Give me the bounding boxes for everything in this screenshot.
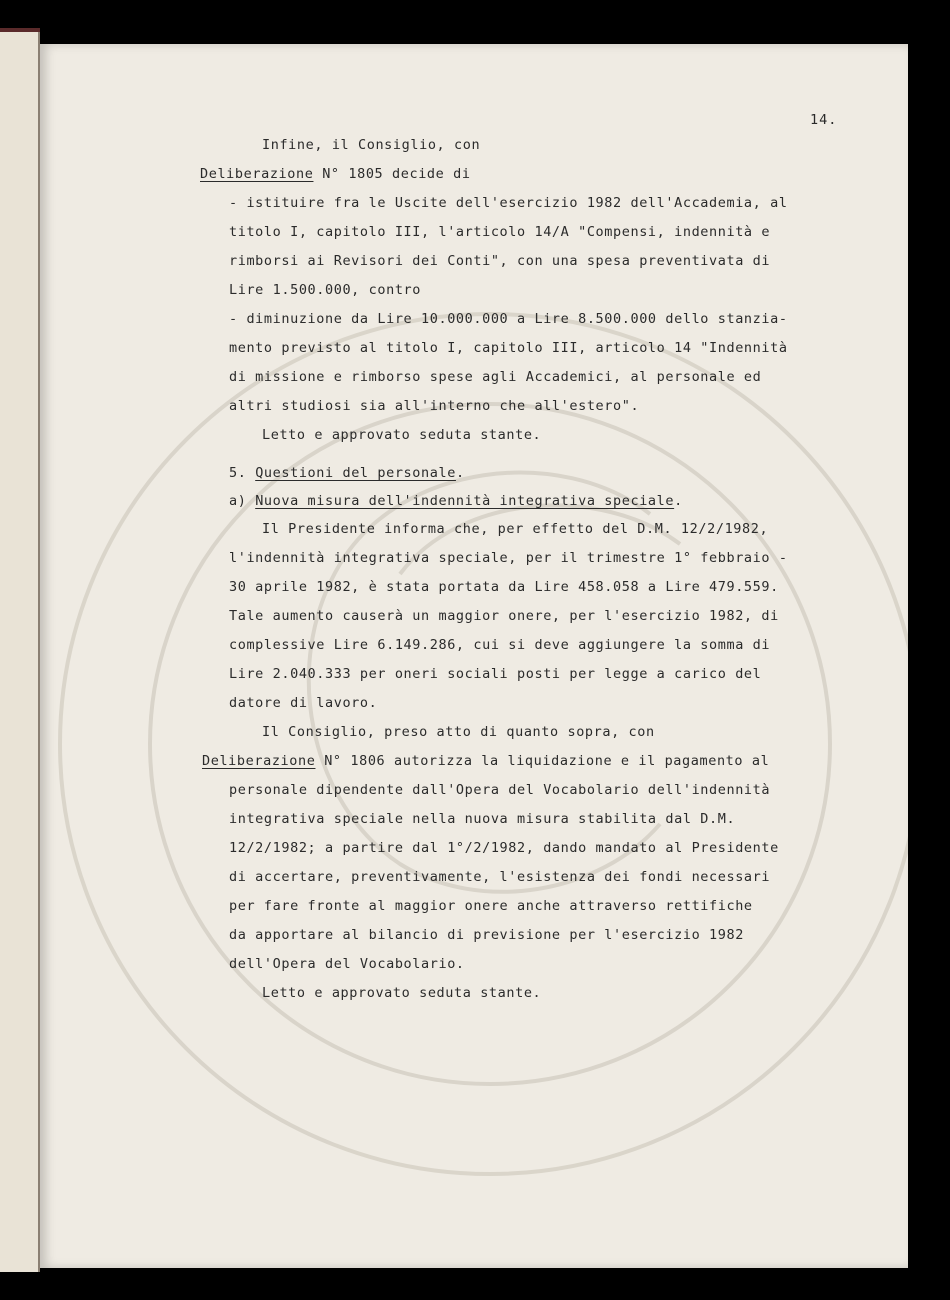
- paragraph-line: datore di lavoro.: [229, 695, 378, 711]
- page-number: 14.: [810, 112, 838, 128]
- deliberation-line: [202, 752, 769, 770]
- paragraph-line: dell'Opera del Vocabolario.: [229, 956, 465, 972]
- paragraph-line: 30 aprile 1982, è stata portata da Lire 458.058 a Lire 479.559.: [229, 579, 779, 595]
- paragraph-line: titolo I, capitolo III, l'articolo 14/A "Compensi, indennità e: [229, 224, 771, 240]
- paragraph-line: Infine, il Consiglio, con: [262, 137, 481, 153]
- section-heading: [229, 464, 465, 482]
- approval-line: Letto e approvato seduta stante.: [262, 427, 542, 443]
- document-body: [40, 44, 908, 1268]
- paragraph-line: rimborsi ai Revisori dei Conti", con una spesa preventivata di: [229, 253, 771, 269]
- subsection-title: Nuova misura dell'indennità integrativa speciale: [255, 493, 675, 509]
- paragraph-line: complessive Lire 6.149.286, cui si deve aggiungere la somma di: [229, 637, 771, 653]
- paragraph-line: di missione e rimborso spese agli Accademici, al personale ed: [229, 369, 762, 385]
- deliberation-text: N° 1806 autorizza la liquidazione e il pagamento al: [315, 753, 770, 769]
- approval-line: Letto e approvato seduta stante.: [262, 985, 542, 1001]
- subsection-dot: .: [674, 493, 683, 509]
- paragraph-line: da apportare al bilancio di previsione per l'esercizio 1982: [229, 927, 744, 943]
- document-page: [40, 44, 908, 1268]
- previous-page-edge: [0, 32, 40, 1272]
- section-dot: .: [455, 465, 465, 481]
- paragraph-line: - diminuzione da Lire 10.000.000 a Lire 8.500.000 dello stanzia-: [229, 311, 788, 327]
- paragraph-line: l'indennità integrativa speciale, per il trimestre 1° febbraio -: [229, 550, 788, 566]
- subsection-label: a): [229, 493, 256, 509]
- paragraph-line: Il Consiglio, preso atto di quanto sopra, con: [262, 724, 655, 740]
- paragraph-line: personale dipendente dall'Opera del Vocabolario dell'indennità: [229, 782, 771, 798]
- paragraph-line: integrativa speciale nella nuova misura stabilita dal D.M.: [229, 811, 736, 827]
- paragraph-line: per fare fronte al maggior onere anche attraverso rettifiche: [229, 898, 753, 914]
- paragraph-line: Il Presidente informa che, per effetto del D.M. 12/2/1982,: [262, 521, 769, 537]
- paragraph-line: - istituire fra le Uscite dell'esercizio 1982 dell'Accademia, al: [229, 195, 788, 211]
- deliberation-text: N° 1805 decide di: [313, 166, 471, 182]
- subsection-heading: [229, 492, 683, 510]
- paragraph-line: Tale aumento causerà un maggior onere, per l'esercizio 1982, di: [229, 608, 779, 624]
- deliberation-label: Deliberazione: [200, 166, 314, 182]
- section-title: Questioni del personale: [255, 465, 456, 481]
- paragraph-line: Lire 2.040.333 per oneri sociali posti per legge a carico del: [229, 666, 762, 682]
- deliberation-line: [200, 165, 471, 183]
- paragraph-line: altri studiosi sia all'interno che all'estero".: [229, 398, 640, 414]
- paragraph-line: di accertare, preventivamente, l'esistenza dei fondi necessari: [229, 869, 771, 885]
- paragraph-line: 12/2/1982; a partire dal 1°/2/1982, dando mandato al Presidente: [229, 840, 779, 856]
- paragraph-line: mento previsto al titolo I, capitolo III, articolo 14 "Indennità: [229, 340, 788, 356]
- paragraph-line: Lire 1.500.000, contro: [229, 282, 422, 298]
- section-number: 5.: [229, 465, 256, 481]
- deliberation-label: Deliberazione: [202, 753, 316, 769]
